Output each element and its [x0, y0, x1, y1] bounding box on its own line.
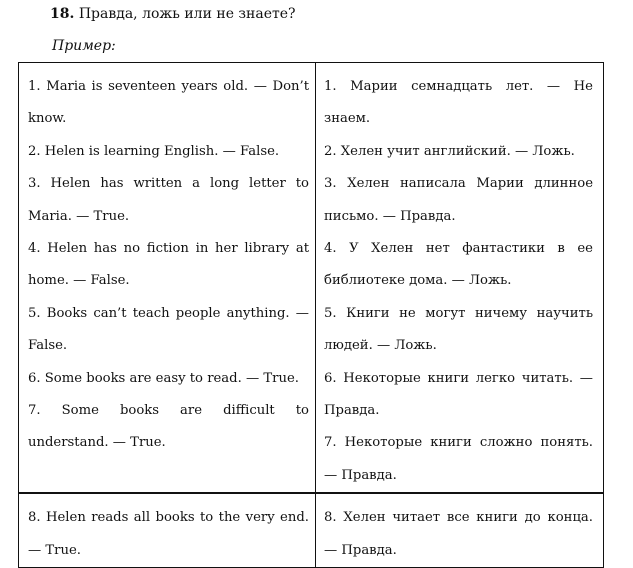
russian-last-cell	[316, 493, 604, 567]
english-statement-6: 6. Some books are easy to read. — True.	[28, 370, 299, 386]
english-statement-3: 3. Helen has written a long letter to Maria. — True.	[28, 176, 309, 224]
russian-column-cell	[316, 63, 604, 494]
english-statement-2: 2. Helen is learning English. — False.	[28, 143, 280, 159]
english-statement-7: 7. Some books are difficult to understand. — True.	[28, 403, 309, 451]
table-row-last	[19, 493, 604, 567]
english-statement-4: 4. Helen has no fiction in her library at home. — False.	[28, 241, 309, 289]
russian-statement-2: 2. Хелен учит английский. — Ложь.	[324, 143, 575, 159]
russian-statement-7: 7. Некоторые книги сложно понять. — Правда.	[324, 435, 593, 483]
example-label: Пример:	[52, 38, 116, 54]
table-row-main	[19, 63, 604, 494]
russian-statement-8: 8. Хелен читает все книги до конца. — Правда.	[324, 510, 593, 558]
russian-statement-4: 4. У Хелен нет фантастики в ее библиотеке дома. — Ложь.	[324, 241, 593, 289]
english-statement-1: 1. Maria is seventeen years old. — Don’t know.	[28, 79, 309, 127]
english-statement-5: 5. Books can’t teach people anything. — False.	[28, 305, 309, 354]
answers-table	[18, 62, 604, 568]
russian-statement-5: 5. Книги не могут ничему научить людей. — Ложь.	[324, 305, 593, 354]
russian-statement-6: 6. Некоторые книги легко читать. — Правда.	[324, 370, 593, 419]
russian-statement-3: 3. Хелен написала Марии длинное письмо. — Правда.	[324, 176, 593, 224]
exercise-title: Правда, ложь или не знаете?	[78, 6, 296, 22]
exercise-heading	[50, 4, 296, 24]
russian-statement-1: 1. Марии семнадцать лет. — Не знаем.	[324, 79, 593, 127]
exercise-number: 18.	[50, 6, 75, 22]
english-column-cell	[19, 63, 316, 494]
english-statement-8: 8. Helen reads all books to the very end. — True.	[28, 510, 309, 558]
english-last-cell	[19, 493, 316, 567]
